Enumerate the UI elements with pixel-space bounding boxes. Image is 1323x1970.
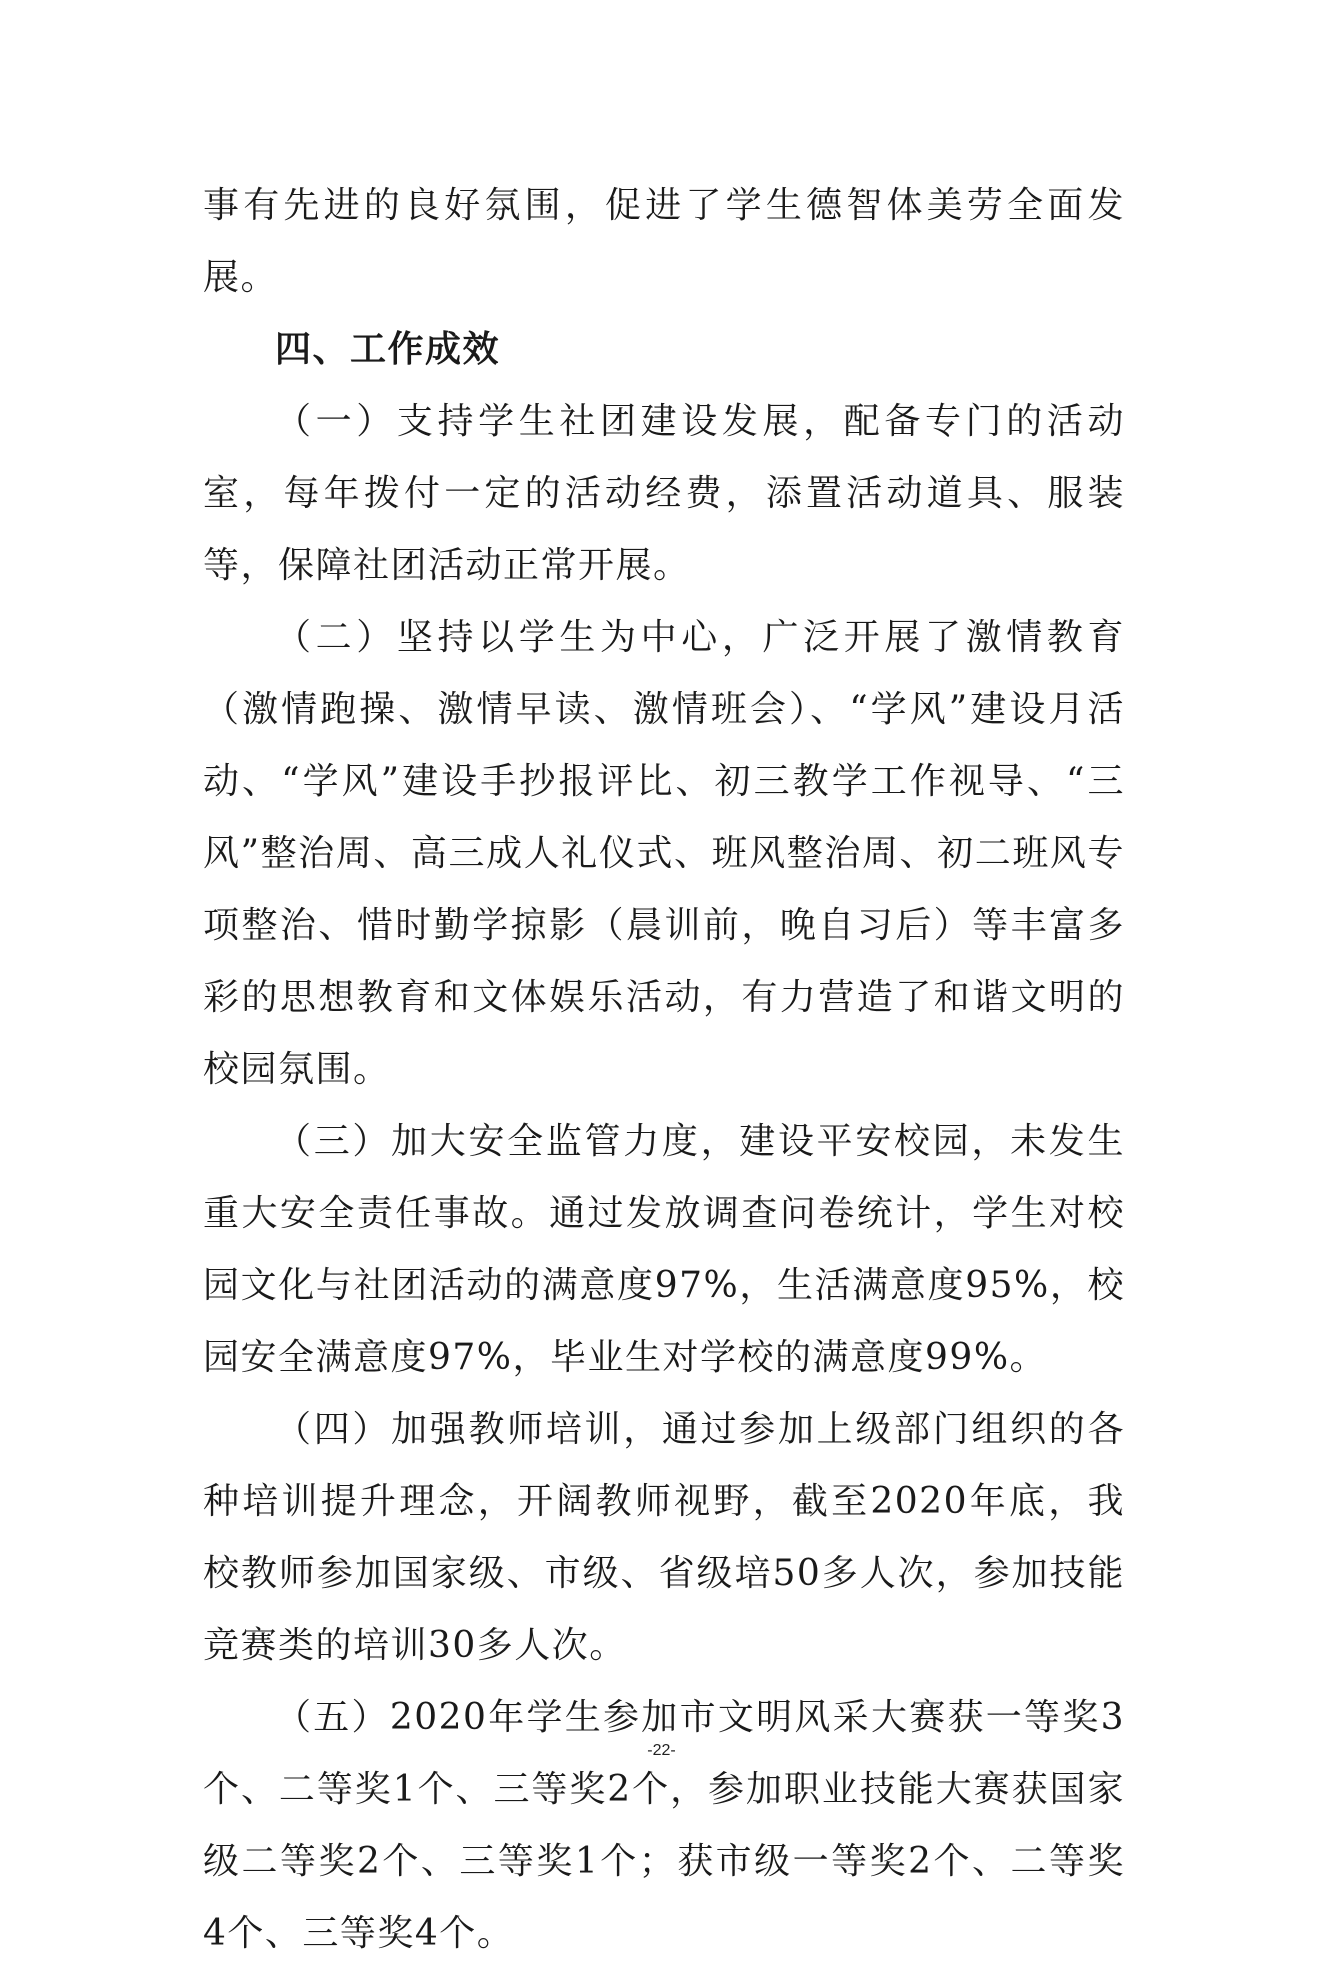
paragraph-item-4: （四）加强教师培训，通过参加上级部门组织的各种培训提升理念，开阔教师视野，截至2020年底，我校教师参加国家级、市级、省级培50多人次，参加技能竞赛类的培训30多人次。 bbox=[203, 1409, 1125, 1666]
paragraph-item-3: （三）加大安全监管力度，建设平安校园，未发生重大安全责任事故。通过发放调查问卷统计，学生对校园文化与社团活动的满意度97%，生活满意度95%，校园安全满意度97%，毕业生对学校的满意度99%。 bbox=[203, 1121, 1125, 1378]
document-body bbox=[203, 170, 1125, 1970]
paragraph-item-1: （一）支持学生社团建设发展，配备专门的活动室，每年拨付一定的活动经费，添置活动道具、服装等，保障社团活动正常开展。 bbox=[203, 401, 1125, 586]
paragraph-continuation: 事有先进的良好氛围，促进了学生德智体美劳全面发展。 bbox=[203, 185, 1125, 298]
section-heading: 四、工作成效 bbox=[275, 329, 501, 370]
paragraph-item-5: （五）2020年学生参加市文明风采大赛获一等奖3个、二等奖1个、三等奖2个，参加职业技能大赛获国家级二等奖2个、三等奖1个；获市级一等奖2个、二等奖4个、三等奖4个。 bbox=[203, 1697, 1125, 1954]
page-number: -22- bbox=[647, 1742, 676, 1759]
paragraph-item-2: （二）坚持以学生为中心，广泛开展了激情教育（激情跑操、激情早读、激情班会）、“学风”建设月活动、“学风”建设手抄报评比、初三教学工作视导、“三风”整治周、高三成人礼仪式、班风整治周、初二班风专项整治、惜时勤学掠影（晨训前，晚自习后）等丰富多彩的思想教育和文体娱乐活动，有力营造了和谐文明的校园氛围。 bbox=[203, 617, 1125, 1090]
